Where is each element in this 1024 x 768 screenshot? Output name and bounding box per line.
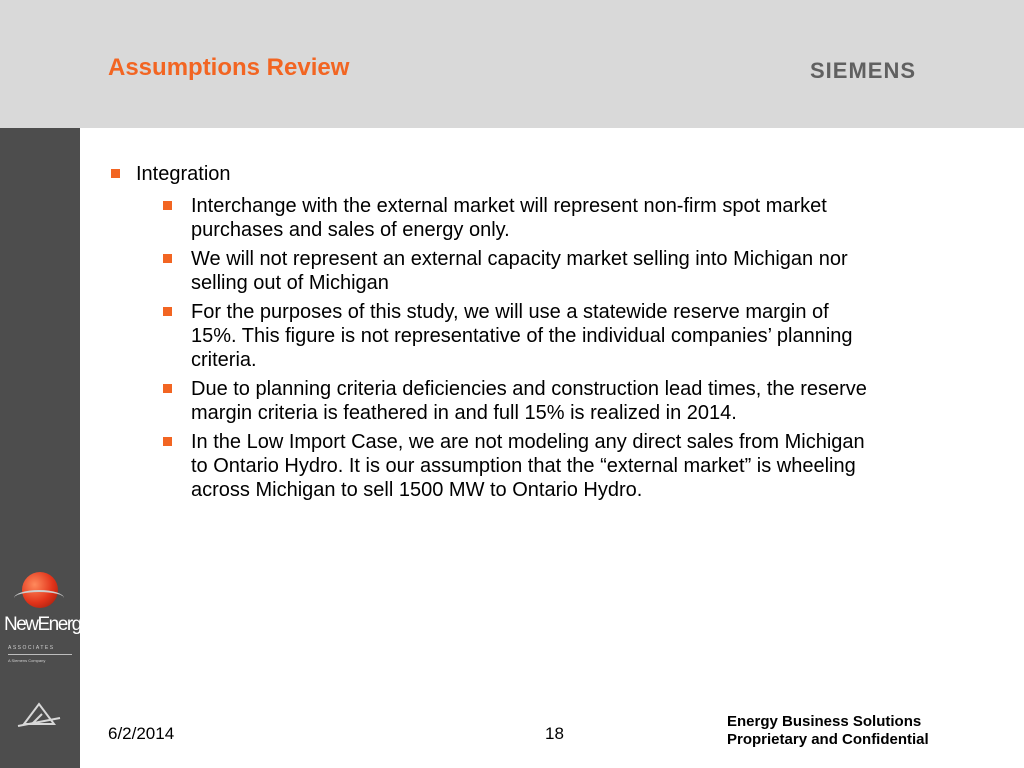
- newenergy-logo-text: NewEnergy: [4, 614, 89, 635]
- sub-bullet-item: [108, 377, 871, 425]
- sub-bullet-item: [108, 300, 871, 372]
- square-bullet-icon: [163, 384, 172, 393]
- newenergy-logo-tagline: A Siemens Company: [8, 658, 46, 663]
- sub-bullet-text: In the Low Import Case, we are not modeling any direct sales from Michigan to Ontario Hydro. It is our assumption that the “external market” is wheeling across Michigan to sell 1500 MW to Ontario Hydro.: [191, 431, 865, 501]
- slide-title: Assumptions Review: [108, 54, 350, 81]
- footer-date: 6/2/2014: [108, 724, 175, 743]
- square-bullet-icon: [163, 437, 172, 446]
- square-bullet-icon: [163, 254, 172, 263]
- page-number: 18: [545, 724, 564, 743]
- bullet-level1: [108, 160, 968, 188]
- sub-bullet-text: We will not represent an external capacity market selling into Michigan nor selling out of Michigan: [191, 248, 848, 294]
- square-bullet-icon: [163, 307, 172, 316]
- sub-bullet-item: [108, 194, 871, 242]
- triangle-logo-icon: [14, 700, 64, 728]
- sub-bullet-text: Due to planning criteria deficiencies and construction lead times, the reserve margin criteria is feathered in and full 15% is realized in 2014.: [191, 378, 867, 424]
- left-sidebar: [0, 128, 89, 768]
- sub-bullet-list: [108, 194, 968, 502]
- newenergy-logo-subtitle: ASSOCIATES: [8, 645, 55, 651]
- square-bullet-icon: [163, 201, 172, 210]
- bullet-heading: Integration: [136, 163, 231, 185]
- square-bullet-icon: [111, 169, 120, 178]
- sub-bullet-text: For the purposes of this study, we will use a statewide reserve margin of 15%. This figure is not representative of the individual companies’ planning criteria.: [191, 301, 853, 371]
- siemens-logo: SIEMENS: [810, 58, 917, 83]
- sub-bullet-item: [108, 247, 871, 295]
- sub-bullet-text: Interchange with the external market will represent non-firm spot market purchases and sales of energy only.: [191, 195, 827, 241]
- footer-line2: Proprietary and Confidential: [727, 731, 929, 748]
- newenergy-swoosh-icon: [14, 590, 64, 606]
- header-bar: [0, 0, 1024, 128]
- sub-bullet-item: [108, 430, 871, 502]
- footer-confidentiality: [727, 713, 929, 749]
- logo-divider: [8, 654, 72, 655]
- slide-content: [108, 160, 968, 507]
- footer-line1: Energy Business Solutions: [727, 713, 922, 730]
